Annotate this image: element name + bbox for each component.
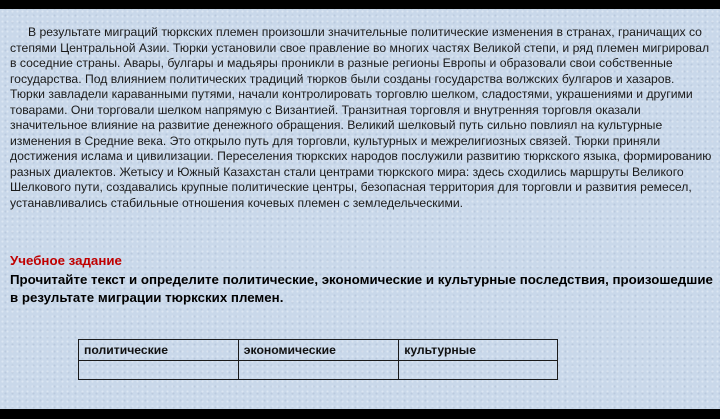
task-heading: Учебное задание (10, 253, 122, 268)
table-header-row (79, 340, 558, 361)
main-paragraph: В результате миграций тюркских племен произошли значительные политические изменения в странах, граничащих со степями Центральной Азии. Тюрки установили свое правление во многих частях Великой степи, и ряд племен мигрировал в соседние страны. Авары, булгары и мадьяры проникли в разные регионы Европы и образовали свои собственные государства. Под влиянием политических традиций тюрков были созданы государства волжских булгаров и хазаров. Тюрки завладели караванными путями, начали контролировать торговлю шелком, сладостями, украшениями и другими товарами. Они торговали шелком напрямую с Византией. Транзитная торговля и внутренняя торговля оказали значительное влияние на развитие денежного обращения. Великий шелковый путь сильно повлиял на культурные изменения в Средние века. Это открыло путь для торговли, культурных и межрелигиозных связей. Тюрки приняли достижения ислама и цивилизации. Переселения тюркских народов послужили развитию тюркского языка, формированию разных диалектов. Жетысу и Южный Казахстан стали центрами тюркского мира: здесь сходились маршруты Великого Шелкового пути, создавались крупные политические центры, безопасная территория для торговли и развития ремесел, устанавливались стабильные отношения кочевых племен с земледельческими. (10, 25, 712, 210)
slide (0, 9, 720, 409)
consequences-table (78, 339, 558, 380)
header-political: политические (79, 340, 239, 361)
header-economic: экономические (238, 340, 398, 361)
cell-political[interactable] (79, 361, 239, 380)
task-instruction: Прочитайте текст и определите политические, экономические и культурные последствия, произошедшие в результате миграции тюркских племен. (10, 272, 713, 305)
table-row (79, 361, 558, 380)
cell-economic[interactable] (238, 361, 398, 380)
header-cultural: культурные (399, 340, 558, 361)
cell-cultural[interactable] (399, 361, 558, 380)
